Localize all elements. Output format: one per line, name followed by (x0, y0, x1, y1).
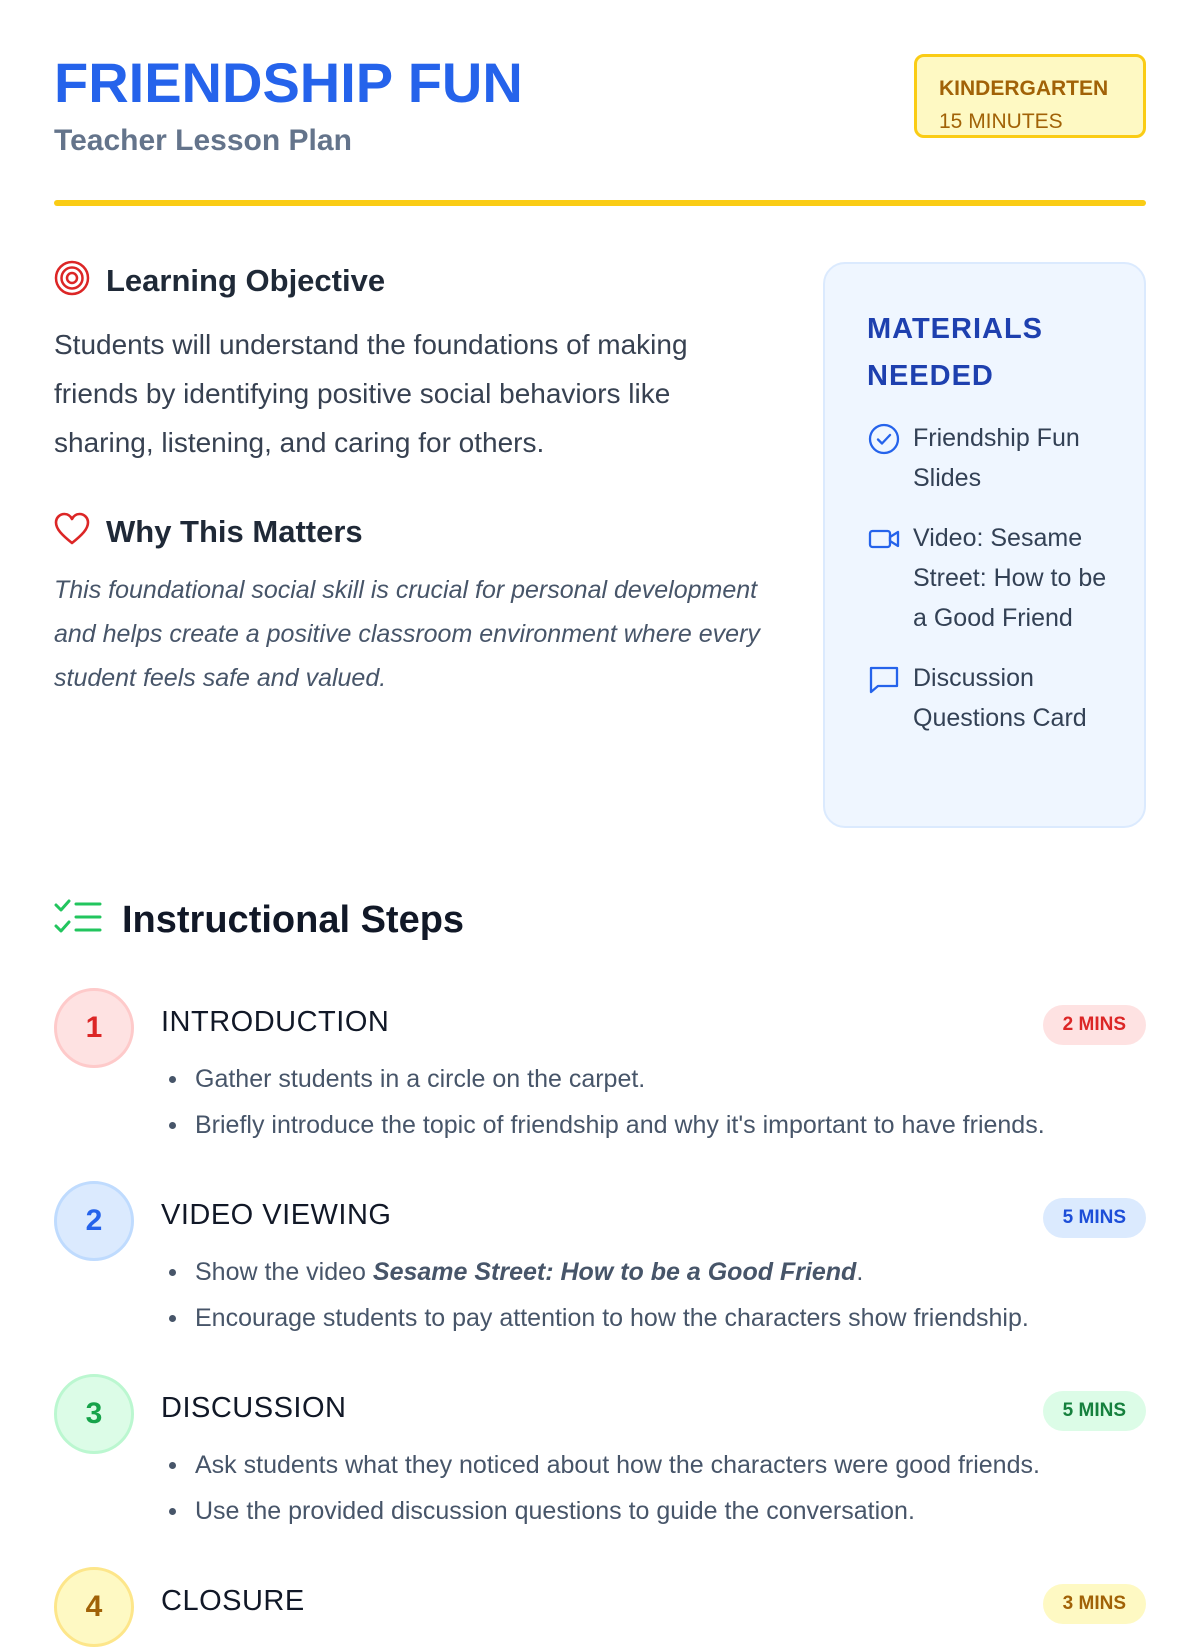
target-icon (54, 260, 90, 301)
step-bullets (161, 1442, 1146, 1534)
step-duration-badge: 5 MINS (1043, 1391, 1146, 1431)
list-item: Ask students what they noticed about how the characters were good friends. (161, 1442, 1146, 1488)
steps-heading (54, 898, 464, 943)
objective-heading-label: Learning Objective (106, 262, 386, 298)
step-duration-badge: 3 MINS (1043, 1584, 1146, 1624)
step-bullets (161, 1056, 1146, 1148)
heart-icon (54, 512, 90, 551)
material-label: Discussion Questions Card (913, 664, 1087, 732)
list-item: Use the provided discussion questions to guide the conversation. (161, 1488, 1146, 1534)
step-duration-badge: 5 MINS (1043, 1198, 1146, 1238)
bullet-suffix: . (856, 1258, 864, 1286)
materials-panel (823, 262, 1146, 828)
checklist-icon (54, 898, 102, 943)
why-text: This foundational social skill is crucial for personal development and helps create a positive classroom environment where every student feels safe and valued. (54, 576, 760, 692)
material-label: Friendship Fun Slides (913, 424, 1080, 492)
step-introduction (54, 988, 1146, 1138)
steps-heading-label: Instructional Steps (122, 899, 465, 941)
video-title: Sesame Street: How to be a Good Friend (372, 1258, 857, 1286)
list-item: Encourage students to pay attention to how the characters show friendship. (161, 1295, 1146, 1341)
step-number: 1 (54, 988, 134, 1068)
objective-text: Students will understand the foundations of making friends by identifying positive social behaviors like sharing, listening, and caring for others. (54, 329, 688, 458)
objective-heading (54, 260, 385, 301)
grade-duration-badge (914, 54, 1146, 138)
step-closure (54, 1567, 1146, 1623)
material-item (867, 418, 1144, 498)
page-title: FRIENDSHIP FUN (54, 51, 523, 114)
why-heading (54, 512, 363, 551)
step-name: VIDEO VIEWING (161, 1199, 392, 1231)
materials-title: MATERIALS NEEDED (867, 313, 1044, 392)
step-duration-badge: 2 MINS (1043, 1005, 1146, 1045)
step-number: 3 (54, 1374, 134, 1454)
header-divider (54, 200, 1146, 206)
material-item (867, 658, 1144, 738)
list-item: Gather students in a circle on the carpet. (161, 1056, 1146, 1102)
step-discussion (54, 1374, 1146, 1524)
grade-label: KINDERGARTEN (939, 77, 1109, 100)
step-number: 4 (54, 1567, 134, 1647)
list-item (161, 1249, 1146, 1295)
step-bullets (161, 1249, 1146, 1341)
why-heading-label: Why This Matters (106, 513, 363, 549)
step-name: CLOSURE (161, 1585, 305, 1617)
step-video-viewing (54, 1181, 1146, 1331)
page-subtitle: Teacher Lesson Plan (54, 124, 352, 157)
duration-label: 15 MINUTES (939, 110, 1063, 133)
video-icon (867, 522, 901, 556)
bullet-prefix: Show the video (195, 1258, 373, 1286)
message-square-icon (867, 662, 901, 696)
lesson-header (54, 50, 1146, 210)
materials-list (867, 418, 1144, 738)
step-name: INTRODUCTION (161, 1006, 390, 1038)
check-circle-icon (867, 422, 901, 456)
material-item (867, 518, 1144, 638)
step-name: DISCUSSION (161, 1392, 347, 1424)
step-number: 2 (54, 1181, 134, 1261)
material-label: Video: Sesame Street: How to be a Good Friend (913, 524, 1107, 632)
list-item: Briefly introduce the topic of friendship and why it's important to have friends. (161, 1102, 1146, 1148)
